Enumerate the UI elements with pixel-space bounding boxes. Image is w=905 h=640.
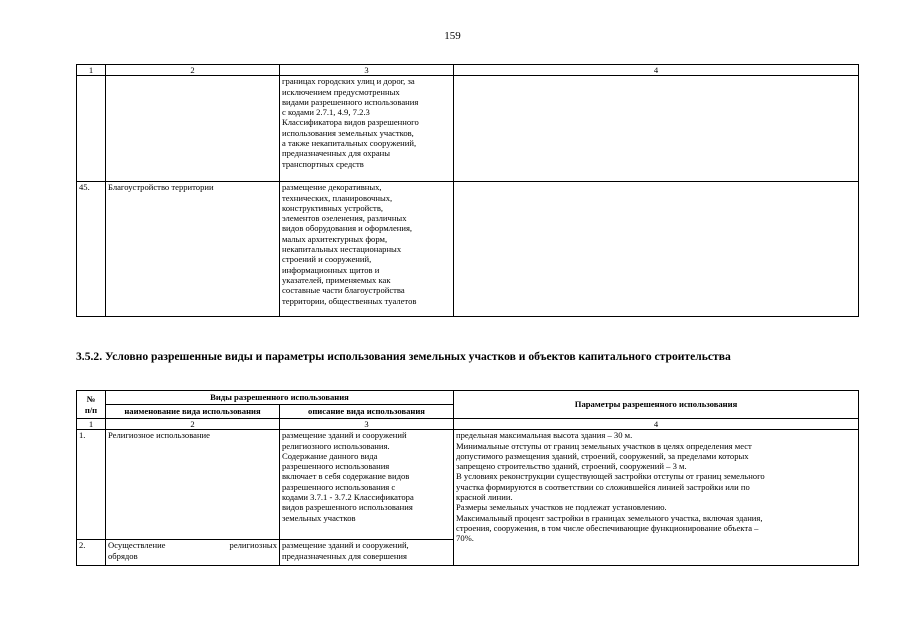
row-number: 2.	[77, 540, 106, 566]
use-name	[106, 76, 280, 182]
use-description: границах городских улиц и дорог, за исключением предусмотренных видами разрешенного использования с кодами 2.7.1, 4.9, 7.2.3 Классификатора видов разрешенного использования земельных участков, а также некапитальных сооружений, предназначенных для охраны транспортных средств	[280, 76, 454, 182]
use-params	[454, 182, 859, 317]
use-name-part: религиозных	[229, 540, 277, 551]
column-number-row	[77, 419, 859, 430]
description-column-header: описание вида использования	[280, 405, 454, 419]
table-row	[77, 76, 859, 182]
row-number: 45.	[77, 182, 106, 317]
table-row	[77, 182, 859, 317]
top-table	[76, 64, 859, 317]
use-name-part: Осуществление	[108, 540, 166, 551]
header-row	[77, 391, 859, 405]
row-number	[77, 76, 106, 182]
column-number: 3	[280, 419, 454, 430]
column-number: 3	[280, 65, 454, 76]
column-number: 1	[77, 419, 106, 430]
use-name	[106, 540, 280, 566]
params-header: Параметры разрешенного использования	[454, 391, 859, 419]
use-description: размещение декоративных, технических, планировочных, конструктивных устройств, элементов озеленения, различных видов оборудования и оформления, малых архитектурных форм, некапитальных нестационарных строений и сооружений, информационных щитов и указателей, применяемых как составные части благоустройства территории, общественных туалетов	[280, 182, 454, 317]
use-types-header: Виды разрешенного использования	[106, 391, 454, 405]
column-number: 2	[106, 65, 280, 76]
column-number: 4	[454, 65, 859, 76]
use-params: предельная максимальная высота здания – 30 м. Минимальные отступы от границ земельных участков в целях определения мест допустимого размещения зданий, строений, сооружений, за пределами которых запрещено строительство зданий, строений, сооружений – 3 м. В условиях реконструкции существующей застройки отступы от границ земельного участка формируются в соответствии со сложившейся линией застройки или по красной линии. Размеры земельных участков не подлежат установлению. Максимальный процент застройки в границах земельного участка, включая здания, строения, сооружения, в том числе обеспечивающие функционирование объекта – 70%.	[454, 430, 859, 566]
column-number: 4	[454, 419, 859, 430]
use-params	[454, 76, 859, 182]
column-number: 2	[106, 419, 280, 430]
use-name: Благоустройство территории	[106, 182, 280, 317]
row-number: 1.	[77, 430, 106, 540]
use-description: размещение зданий и сооружений религиозного использования. Содержание данного вида разрешенного использования включает в себя содержание видов разрешенного использования с кодами 3.7.1 - 3.7.2 Классификатора видов разрешенного использования земельных участков	[280, 430, 454, 540]
name-column-header: наименование вида использования	[106, 405, 280, 419]
section-heading: 3.5.2. Условно разрешенные виды и параметры использования земельных участков и объектов капитального строительства	[76, 350, 731, 363]
use-name-part: обрядов	[108, 550, 138, 561]
use-description: размещение зданий и сооружений, предназначенных для совершения	[280, 540, 454, 566]
bottom-table	[76, 390, 859, 566]
column-number-row	[77, 65, 859, 76]
page-number: 159	[444, 30, 461, 42]
column-number: 1	[77, 65, 106, 76]
table-row	[77, 430, 859, 540]
use-name: Религиозное использование	[106, 430, 280, 540]
number-header: № п/п	[77, 391, 106, 419]
